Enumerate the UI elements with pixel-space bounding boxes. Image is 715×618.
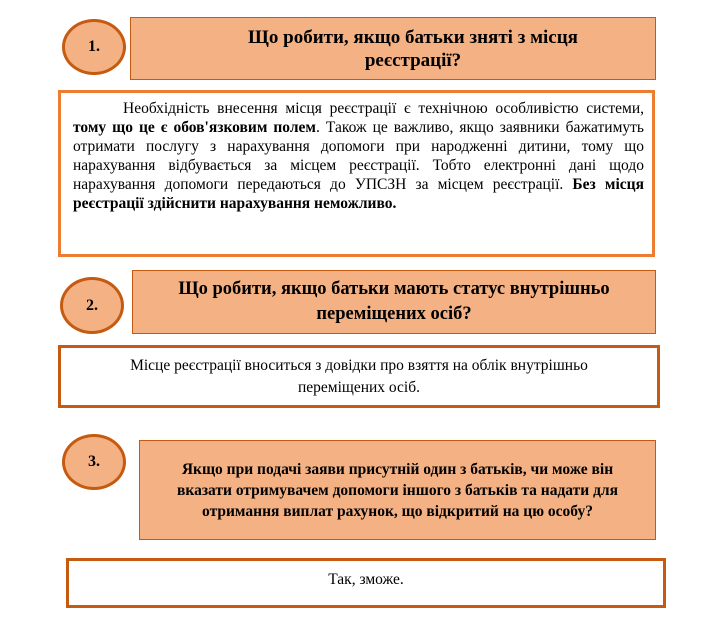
item-2-answer xyxy=(58,345,660,408)
item-2-question xyxy=(132,270,656,334)
item-1-answer-bold-2: Без місця реєстрації здійснити нарахування неможливо. xyxy=(73,176,644,212)
item-2-answer-text: Місце реєстрації вноситься з довідки про взяття на облік внутрішньо переміщених осіб. xyxy=(130,356,588,396)
item-1-answer-text-2: . Також це важливо, якщо заявники бажатимуть отримати послугу з нарахування допомоги при народженні дитини, тому що нарахування відбувається за місцем реєстрації. Тобто електронні дані щодо нарахування допомоги передаються до УПСЗН за місцем реєстрації. xyxy=(73,119,644,193)
item-2-number-badge: 2. xyxy=(60,277,124,334)
item-3-answer xyxy=(66,558,666,608)
item-3-answer-text: Так, зможе. xyxy=(328,571,404,588)
item-1-question xyxy=(130,17,656,80)
item-1-question-text: Що робити, якщо батьки зняті з місця реєстрації? xyxy=(248,26,578,71)
item-3-question-text: Якщо при подачі заяви присутній один з батьків, чи може він вказати отримувачем допомоги іншого з батьків та надати для отримання виплат рахунок, що відкритий на цю особу? xyxy=(177,460,618,520)
item-1-answer-text-1: Необхідність внесення місця реєстрації є технічною особливістю системи, xyxy=(123,100,644,117)
item-3-number-badge: 3. xyxy=(62,434,126,490)
item-1-number-badge: 1. xyxy=(62,19,126,75)
item-2-question-text: Що робити, якщо батьки мають статус внутрішньо переміщених осіб? xyxy=(178,279,610,324)
item-3-question xyxy=(139,440,656,540)
item-1-answer-bold-1: тому що це є обов'язковим полем xyxy=(73,119,316,136)
item-1-answer xyxy=(58,90,655,257)
